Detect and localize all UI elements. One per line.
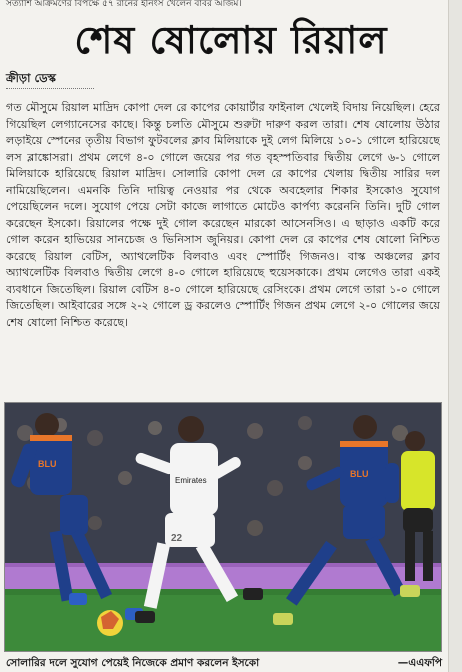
shirt-number: 22 (171, 533, 183, 544)
article-body: গত মৌসুমে রিয়াল মাদ্রিদ কোপা দেল রে কাপের কোয়ার্টার ফাইনাল খেলেই বিদায় নিয়েছিল। হেরে গিয়েছিল লেগ্যানেসের কাছে। কিন্তু চলতি মৌসুমে শুরুটা দারুণ করল তারা। শেষ ষোলোয় উঠার লড়াইয়ে স্পেনের তৃতীয় বিভাগ ফুটবলের ক্লাব মিলিয়াকে দুই লেগ মিলিয়ে ১০-১ গোলে হারিয়েছে লস ব্লাঙ্কোসরা। প্রথম লেগে ৪-০ গোলে জয়ের পর গত বৃহস্পতিবার দ্বিতীয় লেগে ৬-১ গোলে মিলিয়াকে হারিয়েছে রিয়াল মাদ্রিদ। সোলারি কোপা দেল রে কাপের খেলায় দ্বিতীয় সারির দল নামিয়েছিলেন। এমনকি তিনি দায়িত্ব নেওয়ার পর থেকে অবহেলার শিকার ইসকোও সুযোগ পেয়েছিলেন দলে। সুযোগ পেয়ে সেটা কাজে লাগাতে মোটেও কার্পণ্য করেননি তিনি। দুটি গোল করেছেন ইসকো। রিয়ালের পক্ষে দুই গোল করেছেন মারকো আসেনসিও। এ ছাড়াও একটি করে গোল করেন হাভিয়ের সানচেজ ও ভিনিসাস জুনিয়র। কোপা দেল রে কাপের শেষ ষোলো নিশ্চিত করেছে রিয়াল বেটিস, অ্যাথলেটিক বিলবাও এবং স্পোর্টিং গিজনও। বাস্ক অঞ্চলের ক্লাব অ্যাথলেটিক বিলবাও দ্বিতীয় লেগে ৪-০ গোলে হারিয়েছে হুয়েসকাকে। প্রথম লেগেও তারা একই ব্যবধানে জিতেছিল। রিয়াল বেটিস ৪-০ গোলে হারিয়েছে রেসিংকে। প্রথম লেগে তারা ১-০ গোলে জিতেছিল। আইবারের সঙ্গে ২-২ গোলে ড্র করলেও স্পোর্টিং গিজন প্রথম লেগে ২-০ গোলের জয়ে শেষ ষোলো নিশ্চিত করেছে। (6, 101, 440, 329)
headline: শেষ ষোলোয় রিয়াল (74, 17, 388, 62)
previous-article-strip: সত্যার্শি আক্রমণের বিপক্ষে ৫৭ রানের ইনিংস খেলেন বাবর আজম। (6, 0, 242, 9)
shirt-text-right: BLU (350, 469, 369, 479)
match-photo (4, 402, 442, 652)
caption-text: সোলারির দলে সুযোগ পেয়েই নিজেকে প্রমাণ করলেন ইসকো (6, 657, 260, 669)
byline-underline (6, 88, 94, 89)
shirt-sponsor: Emirates (175, 476, 207, 485)
page-gutter (448, 0, 462, 672)
byline-desk: ক্রীড়া ডেস্ক (6, 71, 56, 85)
photo-credit: —এএফপি (397, 657, 442, 669)
photo-caption (6, 654, 442, 672)
football (97, 610, 123, 636)
shirt-text-left: BLU (38, 459, 57, 469)
